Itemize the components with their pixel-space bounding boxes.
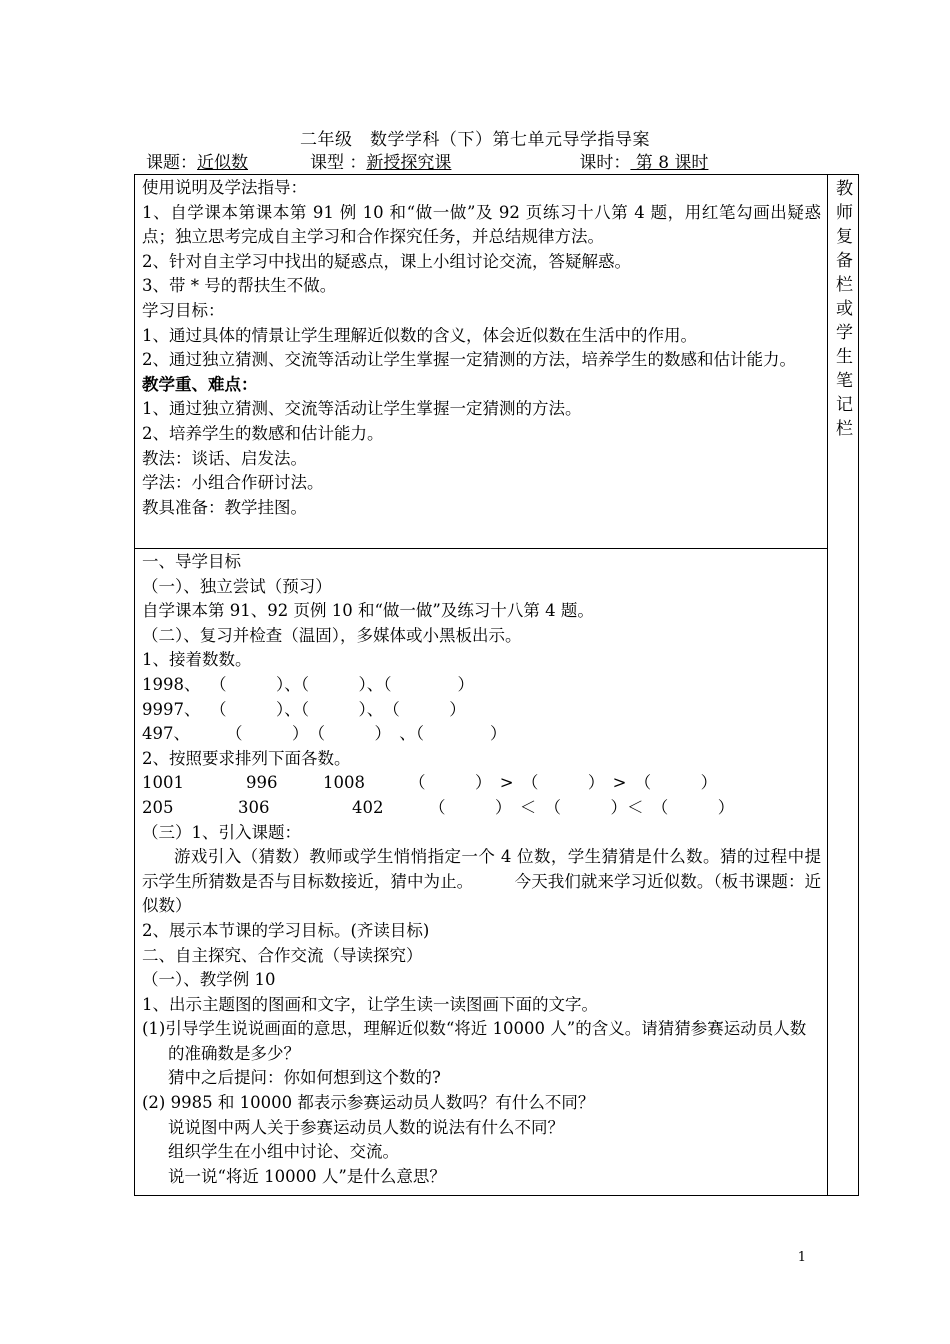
show-goals-text: 2、展示本节课的学习目标。(齐读目标) <box>142 920 430 940</box>
order-num-a: 1001 <box>142 773 184 793</box>
topic-label: 课题： <box>146 153 197 173</box>
sequence-row <box>142 722 821 747</box>
key-points-heading: 教学重、难点： <box>142 374 258 394</box>
example-point-1-followup: 猜中之后提问：你如何想到这个数的? <box>168 1068 441 1088</box>
learning-method: 学法：小组合作研讨法。 <box>142 473 324 493</box>
order-num-c: 1008 <box>323 773 365 793</box>
subheading-example: （一）、教学例 10 <box>142 970 276 990</box>
section-heading-1: 一、导学目标 <box>142 552 241 571</box>
sequence-start: 1998、 <box>142 674 201 694</box>
example-step-1: 1、出示主题图的图画和文字，让学生读一读图画下面的文字。 <box>142 994 598 1014</box>
goal-1: 1、通过具体的情景让学生理解近似数的含义，体会近似数在生活中的作用。 <box>142 325 697 345</box>
question-2: 2、按照要求排列下面各数。 <box>142 748 351 768</box>
section-heading-2: 二、自主探究、合作交流（导读探究） <box>142 945 423 965</box>
teaching-tools: 教具准备：教学挂图。 <box>142 497 307 517</box>
type-label: 课型 ： <box>310 153 367 173</box>
procedure-cell <box>135 549 828 1196</box>
period-value: 第 8 课时 <box>630 153 709 173</box>
preview-text: 自学课本第 91、92 页例 10 和“做一做”及练习十八第 4 题。 <box>142 601 594 621</box>
game-intro-text: 游戏引入（猜数）教师或学生悄悄指定一个 4 位数，学生猜猜是什么数。猜的过程中提示学生所猜数是否与目标数接近，猜中为止。 今天我们就来学习近似数。（板书课题：近似数） <box>142 847 821 916</box>
goals-heading: 学习目标： <box>142 300 225 320</box>
order-num-b: 306 <box>238 797 270 817</box>
example-point-2-c: 组织学生在小组中讨论、交流。 <box>168 1142 399 1162</box>
lesson-meta <box>146 151 708 175</box>
instruction-1: 1、自学课本第课本第 91 例 10 和“做一做”及 92 页练习十八第 4 题，用红笔勾画出疑惑点；独立思考完成自主学习和合作探究任务，并总结规律方法。 <box>142 202 821 247</box>
subheading-review: （二）、复习并检查（温固），多媒体或小黑板出示。 <box>142 625 522 645</box>
sequence-start: 497、 <box>142 724 190 744</box>
topic-value: 近似数 <box>197 153 248 173</box>
subheading-intro: （三）1、引入课题： <box>142 822 301 842</box>
period-label: 课时： <box>579 153 631 173</box>
instruction-2: 2、针对自主学习中找出的疑惑点，课上小组讨论交流，答疑解惑。 <box>142 251 631 271</box>
order-row <box>142 771 821 796</box>
order-row <box>142 796 821 821</box>
order-num-a: 205 <box>142 797 174 817</box>
sequence-blanks: （ ）、（ ）、（ ） <box>210 674 474 694</box>
instruction-3: 3、带 * 号的帮扶生不做。 <box>142 276 337 296</box>
sequence-row <box>142 698 821 723</box>
document-title: 二年级 数学学科（下）第七单元导学指导案 <box>300 130 650 150</box>
subheading-preview: （一）、独立尝试（预习） <box>142 576 332 596</box>
order-blanks: （ ） ＜ （ ）＜ （ ） <box>429 797 735 817</box>
example-point-1: (1)引导学生说说画面的意思，理解近似数“将近 10000 人”的含义。请猜猜参赛运动员人数的准确数是多少？ <box>142 1019 807 1063</box>
key-point-1: 1、通过独立猜测、交流等活动让学生掌握一定猜测的方法。 <box>142 399 582 419</box>
sequence-row <box>142 673 821 698</box>
goal-2: 2、通过独立猜测、交流等活动让学生掌握一定猜测的方法，培养学生的数感和估计能力。 <box>142 350 796 370</box>
teaching-method: 教法：谈话、启发法。 <box>142 448 307 468</box>
example-point-2-b: 说说图中两人关于参赛运动员人数的说法有什么不同？ <box>168 1117 564 1137</box>
question-1: 1、接着数数。 <box>142 650 252 670</box>
instructions-heading: 使用说明及学法指导： <box>142 178 307 197</box>
sequence-blanks: （ ）、（ ）、 （ ） <box>210 699 466 719</box>
guidance-cell <box>135 175 828 549</box>
example-point-2: (2) 9985 和 10000 都表示参赛运动员人数吗？有什么不同？ <box>142 1093 595 1113</box>
order-num-c: 402 <box>352 797 384 817</box>
sequence-start: 9997、 <box>142 699 201 719</box>
notes-column-label: 教师复备栏或学生笔 记 栏 <box>836 179 853 439</box>
type-value: 新授探究课 <box>366 153 452 173</box>
example-point-2-d: 说一说“将近 10000 人”是什么意思？ <box>168 1166 446 1186</box>
page-number: 1 <box>797 1250 806 1265</box>
order-blanks: （ ） > （ ） > （ ） <box>409 773 718 793</box>
order-num-b: 996 <box>246 773 278 793</box>
sequence-blanks: （ ） （ ） 、（ ） <box>226 724 507 744</box>
notes-column <box>828 175 859 1196</box>
lesson-plan-table <box>134 174 859 1196</box>
key-point-2: 2、培养学生的数感和估计能力。 <box>142 423 384 443</box>
